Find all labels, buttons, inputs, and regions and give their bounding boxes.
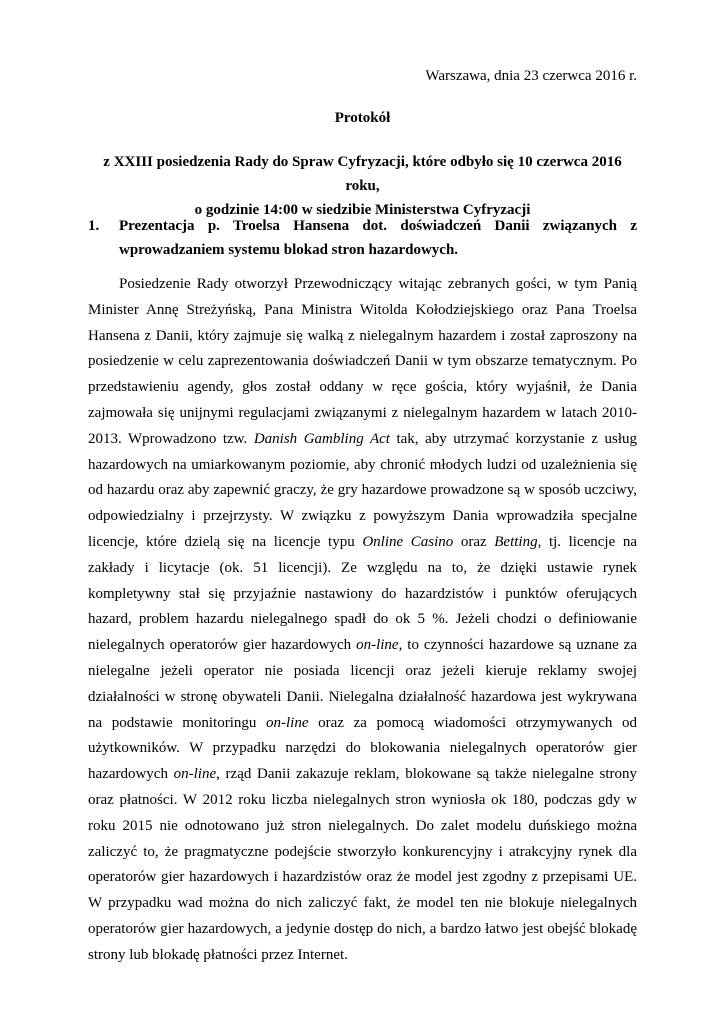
section-heading: Prezentacja p. Troelsa Hansena dot. doświadczeń Danii związanych z wprowadzaniem systemu blokad stron hazardowych. <box>119 218 637 258</box>
section-number: 1. <box>88 218 100 234</box>
body-text-1: Posiedzenie Rady otworzył Przewodniczący witając zebranych gości, w tym Panią Minister Annę Streżyńską, Pana Ministra Witolda Kołodziejskiego oraz Pana Troelsa Hansena z Danii, który zajmuje się walką z nielegalnym hazardem i został zaproszony na posiedzenie w celu zaprezentowania doświadczeń Danii w tym obszarze tematycznym. Po przedstawieniu agendy, głos został oddany w ręce gościa, który wyjaśnił, że Dania zajmowała się unijnymi regulacjami związanymi z nielegalnym hazardem w latach 2010-2013. Wprowadzono tzw. <box>88 276 637 447</box>
italic-term-4: on-line <box>356 637 399 654</box>
italic-term-5: on-line <box>266 714 309 731</box>
section-1 <box>88 214 637 262</box>
body-text-7: , rząd Danii zakazuje reklam, blokowane są także nielegalne strony oraz płatności. W 2012 roku liczba nielegalnych stron wyniosła ok 180, podczas gdy w roku 2015 nie odnotowano już stron nielegalnych. Do zalet modelu duńskiego można zaliczyć to, że pragmatyczne podejście stworzyło konkurencyjny i atrakcyjny rynek dla operatorów gier hazardowych i hazardzistów oraz że model jest zgodny z przepisami UE. W przypadku wad można do nich zaliczyć fakt, że model ten nie blokuje nielegalnych operatorów gier hazardowych, a jedynie dostęp do nich, a bardzo łatwo jest obejść blokadę strony lub blokadę płatności przez Internet. <box>88 766 637 963</box>
body-text-5: , to czynności hazardowe są uznane za nielegalne jeżeli operator nie posiada licencji oraz jeżeli kieruje reklamy swojej działalności w stronę obywateli Danii. Nielegalna działalność hazardowa jest wykrywana na podstawie monitoringu <box>88 637 638 731</box>
italic-term-2: Online Casino <box>362 533 454 550</box>
italic-term-6: on-line <box>173 766 217 783</box>
date-line: Warszawa, dnia 23 czerwca 2016 r. <box>425 68 637 84</box>
document-title: Protokół <box>334 110 391 126</box>
italic-term-3: Betting, <box>494 533 542 550</box>
body-paragraph <box>88 272 637 969</box>
italic-term-1: Danish Gambling Act <box>253 430 390 447</box>
document-subtitle <box>88 150 637 222</box>
body-text-3: oraz <box>453 533 495 550</box>
subtitle-line-1: z XXIII posiedzenia Rady do Spraw Cyfryzacji, które odbyło się 10 czerwca 2016 roku, <box>103 154 622 194</box>
body-text-2: tak, aby utrzymać korzystanie z usług hazardowych na umiarkowanym poziomie, aby chronić młodych ludzi od uzależnienia się od hazardu oraz aby zapewnić graczy, że gry hazardowe prowadzone są w sposób uczciwy, odpowiedzialny i przejrzysty. W związku z powyższym Dania wprowadziła specjalne licencje, które dzielą się na licencje typu <box>88 430 637 550</box>
subtitle-line-2: o godzinie 14:00 w siedzibie Ministerstwa Cyfryzacji <box>194 202 531 218</box>
body-text-6: oraz za pomocą wiadomości otrzymywanych od użytkowników. W przypadku narzędzi do blokowania nielegalnych operatorów gier hazardowych <box>88 714 637 783</box>
body-text-4: tj. licencje na zakłady i licytacje (ok. 51 licencji). Ze względu na to, że dzięki ustawie rynek kompletywny stał się przyjaźnie nastawiony do hazardzistów i punktów oferujących hazard, problem hazardu nielegalnego spadł do ok 5 %. Jeżeli chodzi o definiowanie nielegalnych operatorów gier hazardowych <box>88 533 638 654</box>
